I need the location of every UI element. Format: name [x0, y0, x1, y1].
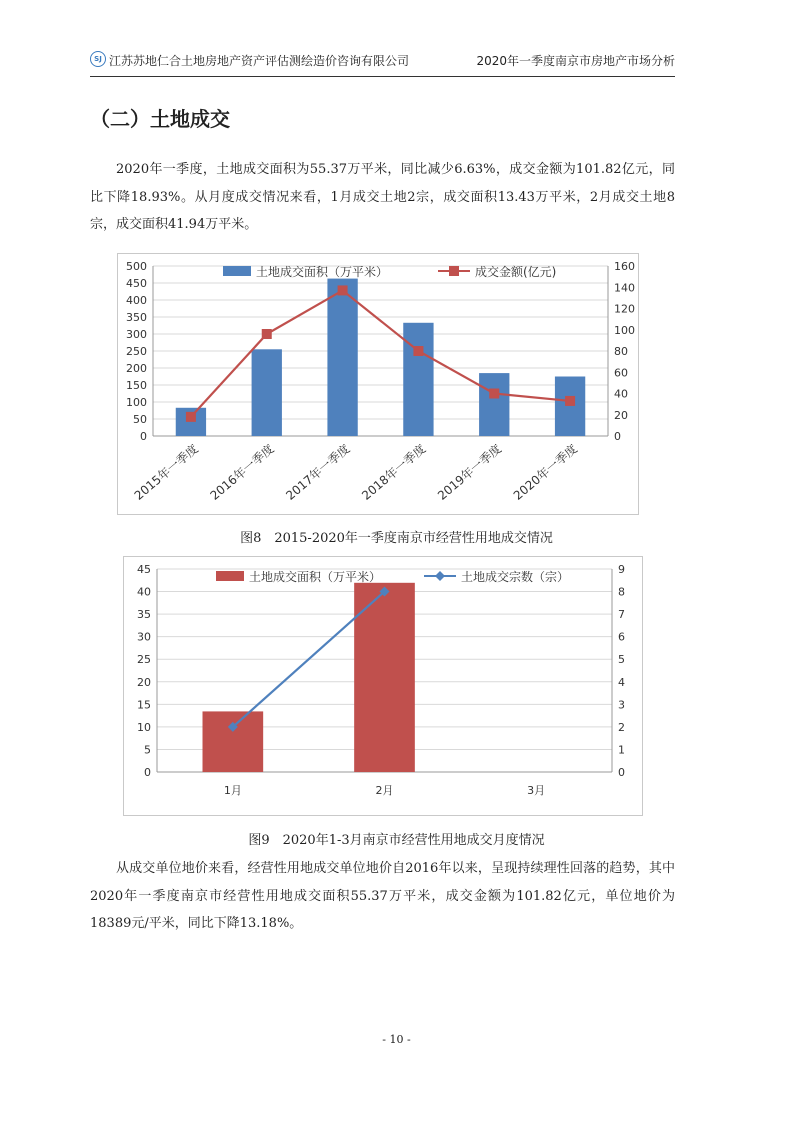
chart0-y-tick-label: 150 [126, 379, 147, 392]
chart0-y-tick-label: 450 [126, 277, 147, 290]
chart0-y-tick-label: 50 [133, 413, 147, 426]
chart0-y2-tick-label: 120 [614, 302, 635, 316]
chart1-legend-bar-swatch [216, 571, 244, 581]
chart1-y-tick-label: 20 [137, 675, 151, 689]
chart1-y2-tick-label: 0 [618, 766, 625, 779]
chart0-legend-line-label: 成交金额(亿元) [475, 265, 557, 279]
chart1-y2-tick-label: 7 [618, 608, 625, 622]
chart0-x-tick-label: 2017年一季度 [283, 441, 353, 503]
chart0-y2-tick-label: 140 [614, 281, 635, 295]
chart0-y-tick-label: 250 [126, 345, 147, 358]
report-title: 2020年一季度南京市房地产市场分析 [476, 54, 675, 68]
chart0-y-tick-label: 500 [126, 260, 147, 273]
chart0-y2-tick-label: 0 [614, 430, 621, 443]
chart0-line-point [338, 285, 348, 295]
chart0-y2-tick-label: 60 [614, 366, 628, 380]
chart0-y2-tick-label: 80 [614, 345, 628, 358]
chart1-y2-tick-label: 3 [618, 698, 625, 712]
chart0-legend-bar-swatch [223, 266, 251, 276]
chart1-y2-tick-label: 4 [618, 675, 625, 689]
chart0-y2-tick-label: 160 [614, 260, 635, 273]
figure-9-chart [123, 556, 643, 816]
chart1-x-tick-label: 3月 [527, 784, 546, 797]
chart1-y2-tick-label: 2 [618, 720, 625, 734]
chart0-x-tick-label: 2019年一季度 [435, 441, 505, 503]
section-title: （二）土地成交 [90, 107, 230, 131]
chart0-bar [479, 373, 509, 436]
figure-8-svg [118, 254, 638, 514]
chart0-line-point [489, 389, 499, 399]
chart1-y2-tick-label: 8 [618, 585, 625, 599]
chart1-legend-line-marker [435, 571, 445, 581]
chart1-x-tick-label: 2月 [375, 784, 394, 797]
chart1-y-tick-label: 35 [137, 608, 151, 622]
figure-9-caption: 图9 2020年1-3月南京市经营性用地成交月度情况 [248, 833, 545, 848]
page-header [90, 50, 675, 77]
chart0-y-tick-label: 350 [126, 311, 147, 324]
chart1-y-tick-label: 40 [137, 585, 151, 599]
chart0-bar [555, 377, 585, 437]
chart0-x-tick-label: 2020年一季度 [510, 441, 581, 503]
figure-8-chart [117, 253, 639, 515]
chart0-legend-line-marker [449, 266, 459, 276]
chart1-bar [203, 711, 264, 772]
chart0-series-line [191, 290, 570, 416]
company-logo-icon: SJ [90, 51, 106, 67]
chart0-x-tick-label: 2018年一季度 [359, 441, 429, 503]
chart1-legend-line-label: 土地成交宗数（宗） [461, 570, 570, 584]
chart0-legend-bar-label: 土地成交面积（万平米） [256, 265, 389, 279]
chart1-y2-tick-label: 5 [618, 653, 625, 667]
chart0-line-point [413, 346, 423, 356]
chart0-y-tick-label: 300 [126, 328, 147, 341]
chart0-y-tick-label: 400 [126, 294, 147, 307]
chart0-y2-tick-label: 20 [614, 408, 628, 422]
chart1-y-tick-label: 25 [137, 653, 151, 667]
chart1-y-tick-label: 0 [144, 766, 151, 779]
chart1-legend-bar-label: 土地成交面积（万平米） [249, 570, 382, 584]
chart0-line-point [186, 412, 196, 422]
chart1-y-tick-label: 10 [137, 720, 151, 734]
chart0-line-point [262, 329, 272, 339]
chart1-x-tick-label: 1月 [223, 784, 242, 797]
chart1-y-tick-label: 30 [137, 630, 151, 644]
chart1-y2-tick-label: 9 [618, 563, 625, 576]
chart0-y-tick-label: 100 [126, 396, 147, 409]
chart1-y-tick-label: 5 [144, 743, 151, 757]
company-name: 江苏苏地仁合土地房地产资产评估测绘造价咨询有限公司 [109, 54, 410, 68]
chart1-y-tick-label: 45 [137, 563, 151, 576]
chart0-y2-tick-label: 100 [614, 323, 635, 337]
figure-8-caption: 图8 2015-2020年一季度南京市经营性用地成交情况 [240, 531, 553, 546]
chart0-bar [403, 323, 433, 436]
chart1-y2-tick-label: 6 [618, 630, 625, 644]
paragraph-1: 2020年一季度，土地成交面积为55.37万平米，同比减少6.63%，成交金额为101.82亿元，同比下降18.93%。从月度成交情况来看，1月成交土地2宗，成交面积13.43万平米，2月成交土地8宗，成交面积41.94万平米。 [90, 162, 675, 232]
chart0-y-tick-label: 200 [126, 362, 147, 375]
chart1-y-tick-label: 15 [137, 698, 151, 712]
chart1-y2-tick-label: 1 [618, 743, 625, 757]
chart0-line-point [565, 396, 575, 406]
paragraph-2: 从成交单位地价来看，经营性用地成交单位地价自2016年以来，呈现持续理性回落的趋势，其中2020年一季度南京市经营性用地成交面积55.37万平米，成交金额为101.82亿元，单位地价为18389元/平米，同比下降13.18%。 [90, 861, 675, 931]
chart0-bar [252, 349, 282, 436]
chart0-y2-tick-label: 40 [614, 387, 628, 401]
chart0-x-tick-label: 2015年一季度 [131, 441, 201, 503]
chart0-bar [327, 279, 357, 436]
chart0-x-tick-label: 2016年一季度 [207, 441, 277, 503]
chart0-y-tick-label: 0 [140, 430, 147, 443]
figure-9-svg [124, 557, 642, 815]
page-number: - 10 - [382, 1033, 411, 1046]
